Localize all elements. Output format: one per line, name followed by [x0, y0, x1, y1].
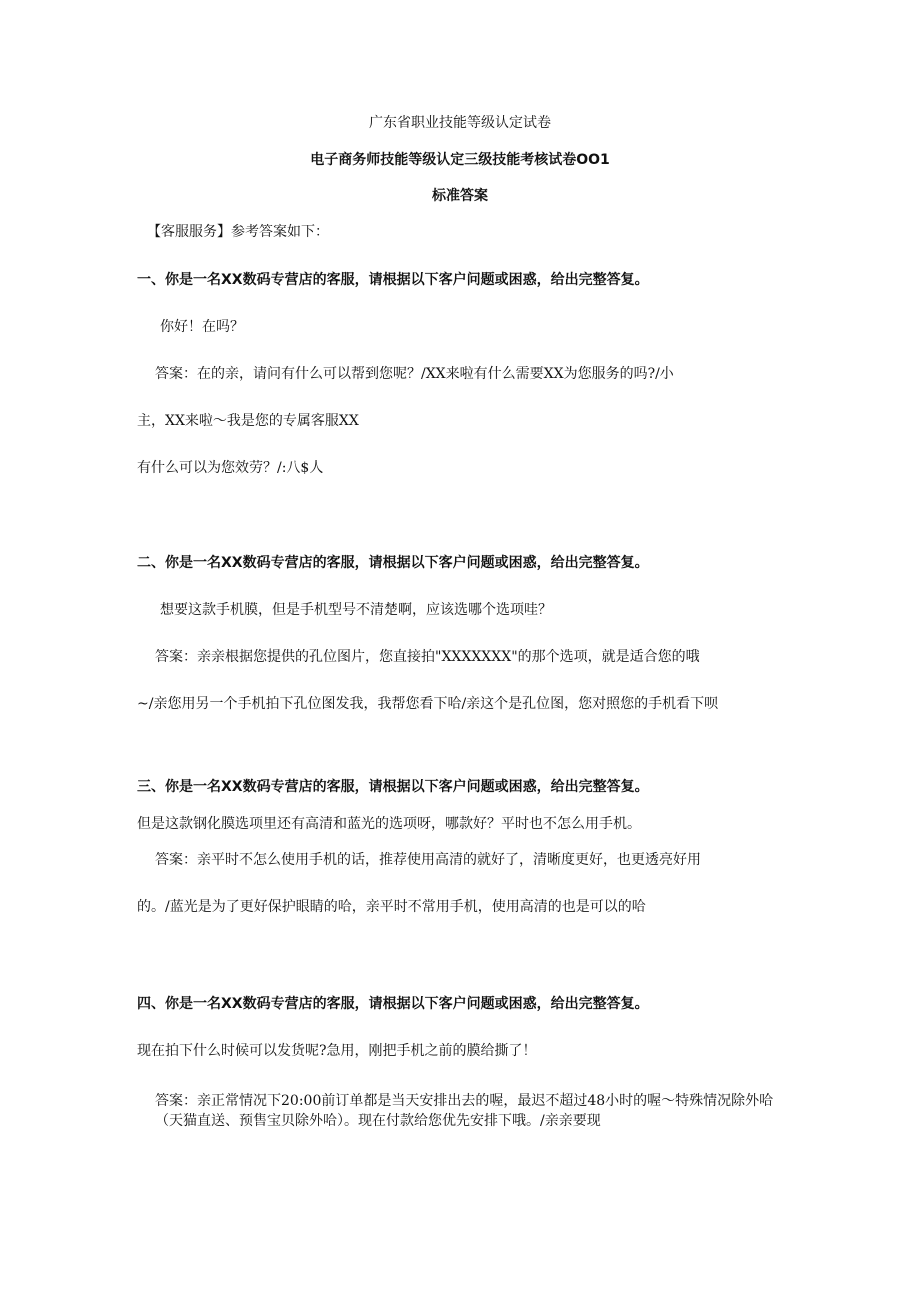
exam-header: 广东省职业技能等级认定试卷 [369, 115, 551, 131]
customer-message-3: 但是这款钢化膜选项里还有高清和蓝光的选项呀，哪款好？平时也不怎么用手机。 [137, 816, 641, 832]
answer-2-line-2: ~/亲您用另一个手机拍下孔位图发我，我帮您看下哈/亲这个是孔位图，您对照您的手机看下呗 [137, 696, 719, 712]
answer-1-line-1: 答案：在的亲，请问有什么可以帮到您呢？/XX来啦有什么需要XX为您服务的吗?/小 [155, 366, 674, 382]
answer-1-line-2: 主，XX来啦～我是您的专属客服XX [137, 413, 359, 429]
customer-message-4: 现在拍下什么时候可以发货呢?急用，刚把手机之前的膜给撕了！ [137, 1043, 537, 1059]
question-4: 四、你是一名XX数码专营店的客服，请根据以下客户问题或困惑，给出完整答复。 [137, 996, 649, 1012]
answer-4 [137, 1091, 787, 1131]
answer-2-line-1: 答案：亲亲根据您提供的孔位图片，您直接拍"XXXXXXX"的那个选项，就是适合您的哦 [155, 649, 700, 665]
exam-title: 电子商务师技能等级认定三级技能考核试卷OO1 [310, 152, 610, 168]
answer-1-line-3: 有什么可以为您效劳？/:八$人 [137, 460, 324, 476]
answer-3-line-2: 的。/蓝光是为了更好保护眼睛的哈，亲平时不常用手机，使用高清的也是可以的哈 [137, 899, 646, 915]
answer-3-line-1: 答案：亲平时不怎么使用手机的话，推荐使用高清的就好了，清晰度更好，也更透亮好用 [155, 852, 701, 868]
question-2: 二、你是一名XX数码专营店的客服，请根据以下客户问题或困惑，给出完整答复。 [137, 555, 649, 571]
answer-key-heading: 标准答案 [432, 188, 488, 204]
question-1: 一、你是一名XX数码专营店的客服，请根据以下客户问题或困惑，给出完整答复。 [137, 272, 649, 288]
question-3: 三、你是一名XX数码专营店的客服，请根据以下客户问题或困惑，给出完整答复。 [137, 779, 649, 795]
intro-text: 【客服服务】参考答案如下： [147, 224, 329, 240]
customer-message-1: 你好！在吗？ [160, 319, 244, 335]
answer-4-text: 答案：亲正常情况下20:00前订单都是当天安排出去的喔，最迟不超过48小时的喔～特殊情况除外哈（天猫直送、预售宝贝除外哈）。现在付款给您优先安排下哦。/亲亲要现 [155, 1093, 774, 1129]
customer-message-2: 想要这款手机膜，但是手机型号不清楚啊，应该选哪个选项哇？ [160, 602, 552, 618]
